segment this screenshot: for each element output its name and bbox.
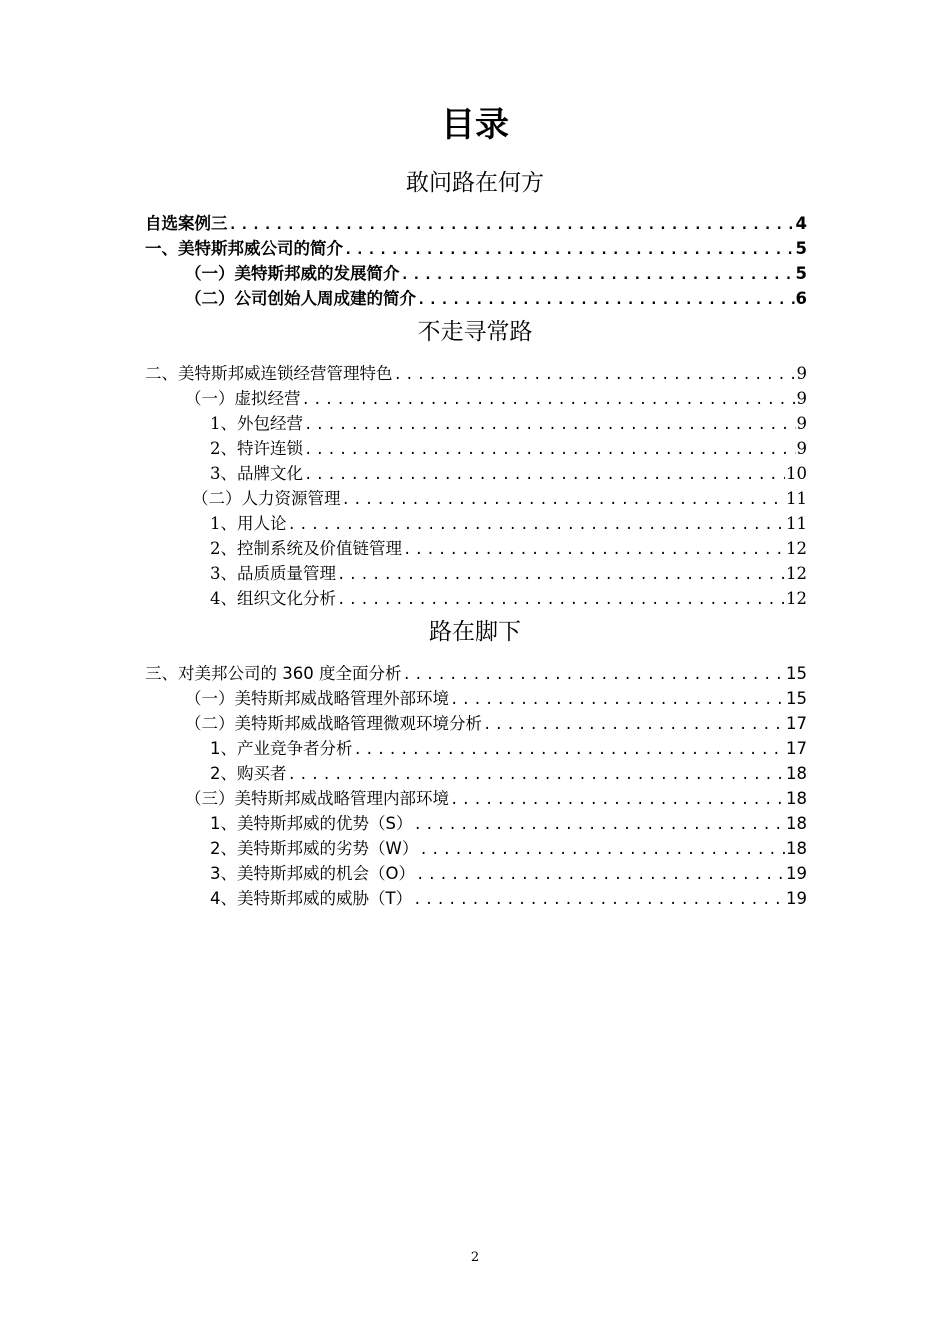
toc-entry-page: 17 [786,714,807,733]
toc-entry-page: 9 [796,364,807,383]
toc-entry[interactable] [210,587,807,611]
toc-leader [342,488,786,512]
toc-leader [344,238,795,262]
toc-entry-label: 1、美特斯邦威的优势（S） [210,814,413,833]
toc-entry-page: 19 [786,864,807,883]
toc-leader [304,413,796,437]
toc-entry-label: 一、美特斯邦威公司的简介 [145,239,343,258]
toc-leader [288,763,786,787]
toc-entry[interactable] [210,537,807,561]
toc-entry[interactable] [185,387,807,411]
toc-entry[interactable] [210,737,807,761]
page-number: 2 [470,1250,480,1265]
toc-entry[interactable] [145,212,807,236]
toc-entry[interactable] [185,287,807,311]
toc-entry-label: （一）美特斯邦威的发展简介 [185,264,400,283]
toc-entry-page: 12 [786,564,807,583]
toc-entry-label: 三、对美邦公司的 360 度全面分析 [145,664,402,683]
toc-entry-page: 12 [786,539,807,558]
toc-entry-label: 1、用人论 [210,514,287,533]
toc-leader [403,538,785,562]
toc-leader [354,738,786,762]
toc-entry-label: 4、组织文化分析 [210,589,336,608]
toc-leader [304,438,796,462]
toc-entry[interactable] [210,887,807,911]
toc-leader [304,463,785,487]
toc-entry-label: 1、产业竞争者分析 [210,739,353,758]
toc-entry-page: 5 [795,239,807,258]
toc-leader [450,788,785,812]
toc-entry-label: （三）美特斯邦威战略管理内部环境 [185,789,449,808]
toc-entry[interactable] [185,787,807,811]
toc-entry-page: 6 [795,289,807,308]
toc-entry[interactable] [210,562,807,586]
toc-entry[interactable] [210,462,807,486]
toc-entry-page: 18 [786,814,807,833]
toc-leader [337,588,785,612]
toc-entry-label: 1、外包经营 [210,414,303,433]
toc-leader [413,888,785,912]
section-heading-1: 敢问路在何方 [406,170,544,196]
toc-leader [394,363,796,387]
toc-leader [402,663,785,687]
toc-entry-page: 9 [796,439,807,458]
toc-entry[interactable] [145,662,807,686]
toc-entry-label: 2、特许连锁 [210,439,303,458]
toc-entry[interactable] [210,837,807,861]
toc-leader [417,288,795,312]
toc-entry-page: 9 [796,389,807,408]
toc-entry-page: 15 [786,689,807,708]
toc-entry-label: （二）公司创始人周成建的简介 [185,289,416,308]
toc-entry-page: 9 [796,414,807,433]
toc-entry-page: 19 [786,889,807,908]
toc-leader [416,863,785,887]
toc-leader [337,563,785,587]
toc-entry[interactable] [145,237,807,261]
page-title: 目录 [441,105,509,145]
toc-entry-label: （二）人力资源管理 [192,489,341,508]
toc-entry-label: （一）美特斯邦威战略管理外部环境 [185,689,449,708]
toc-entry-label: （一）虚拟经营 [185,389,301,408]
toc-entry-label: （二）美特斯邦威战略管理微观环境分析 [185,714,482,733]
toc-entry[interactable] [210,762,807,786]
toc-leader [419,838,785,862]
toc-entry[interactable] [210,862,807,886]
toc-entry-page: 11 [786,514,807,533]
toc-entry[interactable] [185,687,807,711]
toc-entry-label: 3、品质质量管理 [210,564,336,583]
toc-leader [288,513,786,537]
toc-entry-label: 3、美特斯邦威的机会（O） [210,864,415,883]
toc-entry-label: 自选案例三 [145,214,228,233]
toc-entry[interactable] [185,262,807,286]
toc-entry-label: 二、美特斯邦威连锁经营管理特色 [145,364,393,383]
toc-entry-label: 3、品牌文化 [210,464,303,483]
toc-entry[interactable] [210,412,807,436]
toc-leader [450,688,785,712]
toc-entry-page: 18 [786,839,807,858]
section-heading-2: 不走寻常路 [417,319,533,345]
section-heading-3: 路在脚下 [429,619,521,645]
toc-entry-page: 18 [786,789,807,808]
toc-entry-label: 2、美特斯邦威的劣势（W） [210,839,419,858]
toc-leader [401,263,795,287]
toc-entry-label: 4、美特斯邦威的威胁（T） [210,889,413,908]
toc-entry[interactable] [210,512,807,536]
toc-entry[interactable] [210,812,807,836]
toc-leader [413,813,785,837]
toc-entry-page: 17 [786,739,807,758]
toc-entry-page: 4 [795,214,807,233]
toc-leader [302,388,796,412]
toc-entry-page: 10 [786,464,807,483]
toc-leader [229,213,795,237]
toc-entry[interactable] [145,362,807,386]
toc-entry-page: 15 [786,664,807,683]
toc-entry-page: 5 [795,264,807,283]
toc-entry[interactable] [192,487,807,511]
toc-entry-label: 2、购买者 [210,764,287,783]
toc-leader [483,713,785,737]
toc-entry-page: 11 [786,489,807,508]
toc-entry[interactable] [210,437,807,461]
toc-entry-label: 2、控制系统及价值链管理 [210,539,402,558]
toc-entry-page: 12 [786,589,807,608]
toc-entry-page: 18 [786,764,807,783]
toc-entry[interactable] [185,712,807,736]
